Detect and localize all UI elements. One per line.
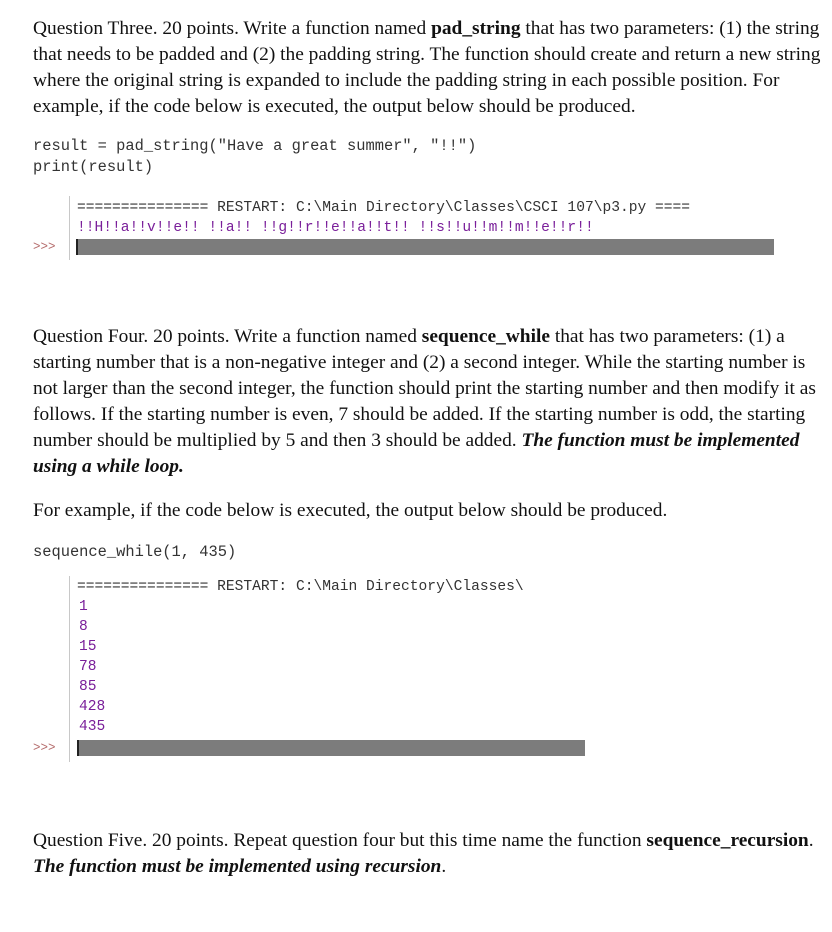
q4-shell-restart: =============== RESTART: C:\Main Directory\Classes\ xyxy=(77,579,524,595)
q3-code-line1: result = pad_string("Have a great summer", "!!") xyxy=(33,137,477,155)
q5-paragraph xyxy=(33,828,823,880)
q3-paragraph xyxy=(33,16,823,120)
q3-function-name: pad_string xyxy=(431,18,521,39)
q4-function-name: sequence_while xyxy=(421,326,550,347)
q4-output-line: 85 xyxy=(79,679,97,695)
q5-function-name: sequence_recursion xyxy=(646,830,809,851)
q3-shell-restart: =============== RESTART: C:\Main Directory\Classes\CSCI 107\p3.py ==== xyxy=(77,200,691,216)
q4-output-line: 15 xyxy=(79,639,97,655)
q4-output-line: 1 xyxy=(79,599,88,615)
q4-output-line: 428 xyxy=(79,699,106,715)
q5-intro: Question Five. 20 points. Repeat question four but this time name the function xyxy=(33,830,647,851)
q3-shell-input-bar[interactable] xyxy=(76,239,774,255)
q3-shell-prompt: >>> xyxy=(33,240,56,254)
q5-end: . xyxy=(441,856,447,877)
q4-shell-gutter xyxy=(33,576,70,762)
q4-output-line: 435 xyxy=(79,719,106,735)
q4-paragraph xyxy=(33,324,823,480)
q4-output-line: 8 xyxy=(79,619,88,635)
q4-shell-prompt: >>> xyxy=(33,741,56,755)
q4-shell-input-bar[interactable] xyxy=(77,740,585,756)
q3-code xyxy=(33,136,476,178)
q3-shell-window xyxy=(33,196,775,260)
q4-description: that has two parameters: (1) a starting number that is a non-negative integer and (2) a second integer. While the starting number is not larger than the second integer, the function should print the starting number and then modify it as follows. If the starting number is even, 7 should be added. If the starting number is odd, the starting number should be multiplied by 5 and then 3 should be added. xyxy=(33,326,816,451)
q4-example-text: For example, if the code below is executed, the output below should be produced. xyxy=(33,500,668,521)
q3-code-line2: print(result) xyxy=(33,158,154,176)
q4-intro: Question Four. 20 points. Write a function named xyxy=(33,326,422,347)
q4-output-line: 78 xyxy=(79,659,97,675)
q5-emphasis: The function must be implemented using recursion xyxy=(33,856,442,877)
q4-code: sequence_while(1, 435) xyxy=(33,543,237,561)
q5-separator: . xyxy=(808,830,814,851)
q3-shell-output: !!H!!a!!v!!e!! !!a!! !!g!!r!!e!!a!!t!! !!s!!u!!m!!m!!e!!r!! xyxy=(77,220,594,236)
q4-emphasis: The function must be implemented using a while loop. xyxy=(33,430,800,477)
q3-description: that has two parameters: (1) the string that needs to be padded and (2) the padding string. The function should create and return a new string where the original string is expanded to include the padding string in each possible position. For example, if the code below is executed, the output below should be produced. xyxy=(33,18,821,117)
q4-shell-window xyxy=(33,576,585,762)
q3-intro: Question Three. 20 points. Write a function named xyxy=(33,18,432,39)
